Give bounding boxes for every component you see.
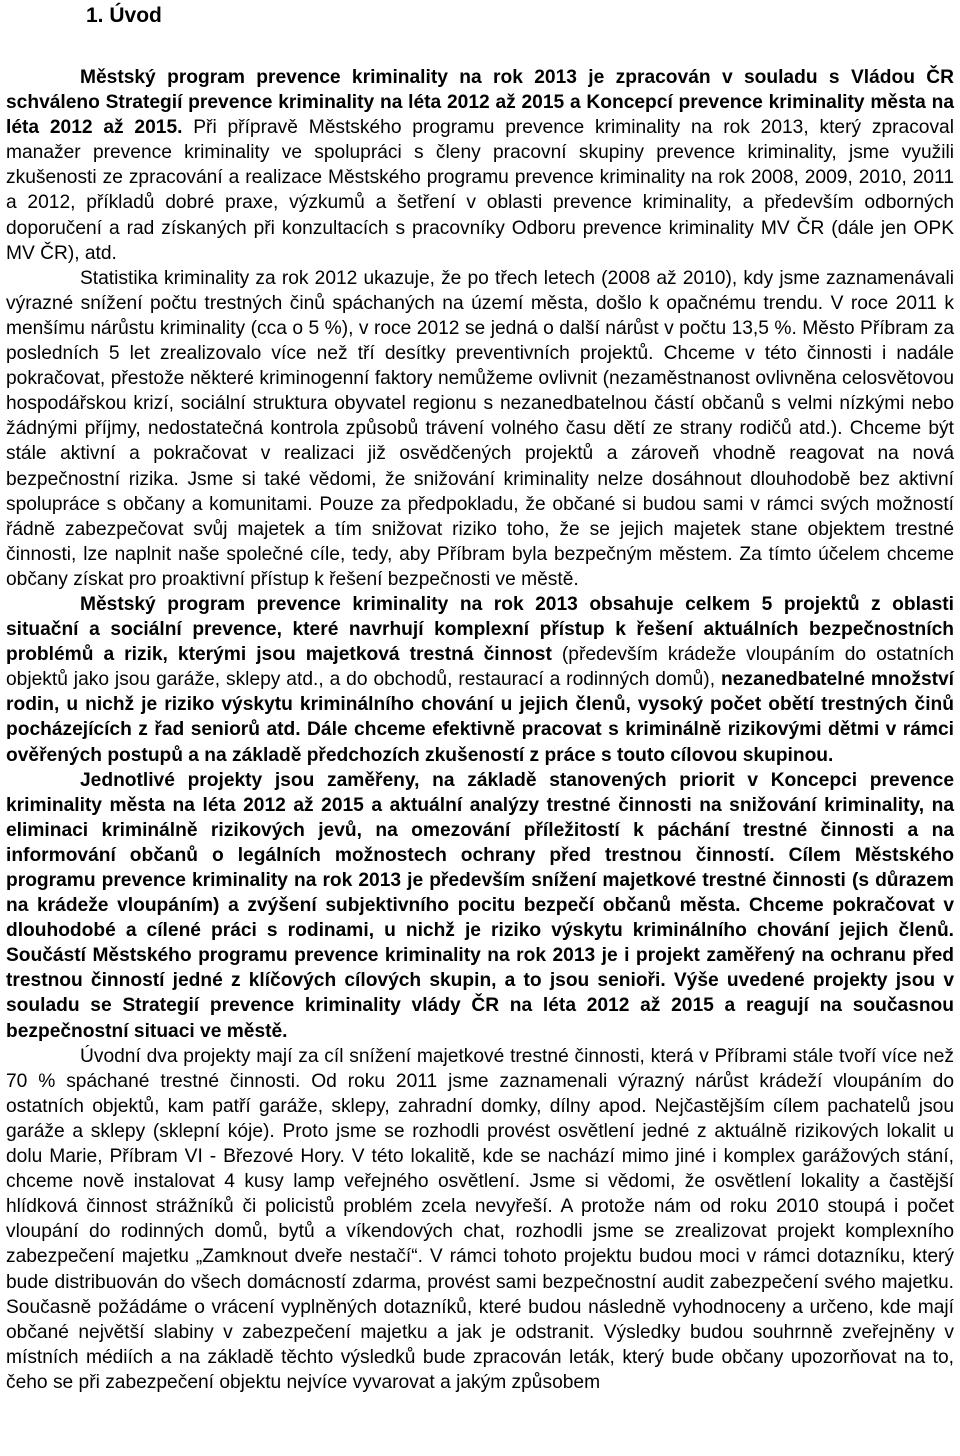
priorities-bold-text: Jednotlivé projekty jsou zaměřeny, na základě stanovených priorit v Koncepci prevence kriminality města na léta 2012 až 2015 a aktuální analýzy trestné činnosti na snižování kriminality, na eliminaci kriminálně rizikových jevů, na omezování příležitostí k páchání trestné činnosti a na informování občanů o legálních možnostech ochrany před trestnou činností. Cílem Městského programu prevence kriminality na rok 2013 je především snížení majetkové trestné činnosti (s důrazem na krádeže vloupáním) a zvýšení subjektivního pocitu bezpečí občanů města. Chceme pokračovat v dlouhodobé a cílené práci s rodinami, u nichž je riziko výskytu kriminálního chování jejich členů. Součástí Městského programu prevence kriminality na rok 2013 je i projekt zaměřený na ochranu před trestnou činností jedné z klíčových cílových skupin, a to jsou senioři. Výše uvedené projekty jsou v souladu se Strategií prevence kriminality vlády ČR na léta 2012 až 2015 a reagují na současnou bezpečnostní situaci ve městě.	[6, 769, 954, 1042]
paragraph-priorities	[6, 768, 954, 1044]
summary-bold-1: Městský program prevence kriminality na rok 2013 obsahuje celkem 5 projektů z oblasti situační a sociální prevence, které navrhují komplexní přístup k řešení aktuálních bezpečnostních problémů a rizik, kterými jsou majetková trestná činnost	[6, 593, 954, 666]
paragraph-statistics: Statistika kriminality za rok 2012 ukazuje, že po třech letech (2008 až 2010), kdy jsme zaznamenávali výrazné snížení počtu trestných činů spáchaných na území města, došlo k opačnému trendu. V roce 2011 k menšímu nárůstu kriminality (cca o 5 %), v roce 2012 se jedná o další nárůst v počtu 13,5 %. Město Příbram za posledních 5 let zrealizovalo více než tří desítky preventivních projektů. Chceme v této činnosti i nadále pokračovat, přestože některé kriminogenní faktory nemůžeme ovlivnit (nezaměstnanost ovlivněna celosvětovou hospodářskou krizí, sociální struktura obyvatel regionu s nezanedbatelnou částí občanů s velmi nízkými nebo žádnými příjmy, nedostatečná kontrola způsobů trávení volného času dětí ze strany rodičů atd.). Chceme být stále aktivní a pokračovat v realizaci již osvědčených projektů a zároveň vhodně reagovat na nová bezpečnostní rizika. Jsme si také vědomi, že snižování kriminality nelze dosáhnout dlouhodobě bez aktivní spolupráce s občany a komunitami. Pouze za předpokladu, že občané si budou sami v rámci svých možností řádně zabezpečovat svůj majetek a tím snižovat riziko toho, že se jejich majetek stane objektem trestné činnosti, lze naplnit naše společné cíle, tedy, aby Příbram byla bezpečným městem. Za tímto účelem chceme občany získat pro proaktivní přístup k řešení bezpečnosti ve městě.	[6, 267, 954, 590]
summary-text: (především krádeže vloupáním do ostatních objektů jako jsou garáže, sklepy atd., a do obchodů, restaurací a rodinných domů),	[6, 644, 954, 691]
paragraph-program-summary	[6, 592, 954, 768]
paragraph-projects: Úvodní dva projekty mají za cíl snížení majetkové trestné činnosti, která v Příbrami stále tvoří více než 70 % spáchané trestné činnosti. Od roku 2011 jsme zaznamenali výrazný nárůst krádeží vloupáním do ostatních objektů, kam patří garáže, sklepy, zahradní domky, dílny apod. Nejčastějším cílem pachatelů jsou garáže a sklepy (sklepní kóje). Proto jsme se rozhodli provést osvětlení jedné z aktuálně rizikových lokalit u dolu Marie, Příbram VI - Březové Hory. V této lokalitě, kde se nachází mimo jiné i komplex garážových stání, chceme nově instalovat 4 kusy lamp veřejného osvětlení. Jsme si vědomi, že osvětlení lokality a častější hlídková činnost strážníků či policistů problém zcela nevyřeší. A protože nám od roku 2010 stoupá i počet vloupání do rodinných domů, bytů a víkendových chat, rozhodli jsme se zrealizovat projekt komplexního zabezpečení majetku „Zamknout dveře nestačí“. V rámci tohoto projektu budou moci v rámci dotazníku, který bude distribuován do všech domácností zdarma, provést sami bezpečnostní audit zabezpečení svého majetku. Současně požádáme o vrácení vyplněných dotazníků, které budou následně vyhodnoceny a určeno, kde mají občané největší slabiny v zabezpečení majetku a jak je odstranit. Výsledky budou souhrnně zveřejněny v místních médiích a na základě těchto výsledků bude zpracován leták, který bude občany upozorňovat na to, čeho se při zabezpečení objektu nejvíce vyvarovat a jakým způsobem	[6, 1045, 954, 1393]
intro-bold-text: Městský program prevence kriminality na rok 2013 je zpracován v souladu s Vládou ČR schváleno Strategií prevence kriminality na léta 2012 až 2015 a Koncepcí prevence kriminality města na léta 2012 až 2015.	[6, 67, 954, 139]
paragraph-intro	[6, 65, 954, 266]
summary-bold-2: nezanedbatelné množství rodin, u nichž je riziko výskytu kriminálního chování u jejich členů, vysoký počet obětí trestných činů pocházejících z řad seniorů atd. Dále chceme efektivně pracovat s kriminálně rizikovými dětmi v rámci ověřených postupů a na základě předchozích zkušeností z práce s touto cílovou skupinou.	[6, 669, 955, 766]
intro-text: Při přípravě Městského programu prevence kriminality na rok 2013, který zpracoval manažer prevence kriminality ve spolupráci s členy pracovní skupiny prevence kriminality, jsme využili zkušenosti ze zpracování a realizace Městského programu prevence kriminality na rok 2008, 2009, 2010, 2011 a 2012, příkladů dobré praxe, výzkumů a šetření v oblasti prevence kriminality, a především odborných doporučení a rad získaných při konzultacích s pracovníky Odboru prevence kriminality MV ČR (dále jen OPK MV ČR), atd.	[6, 117, 954, 264]
spacer	[6, 29, 954, 65]
section-heading: 1. Úvod	[86, 4, 162, 27]
